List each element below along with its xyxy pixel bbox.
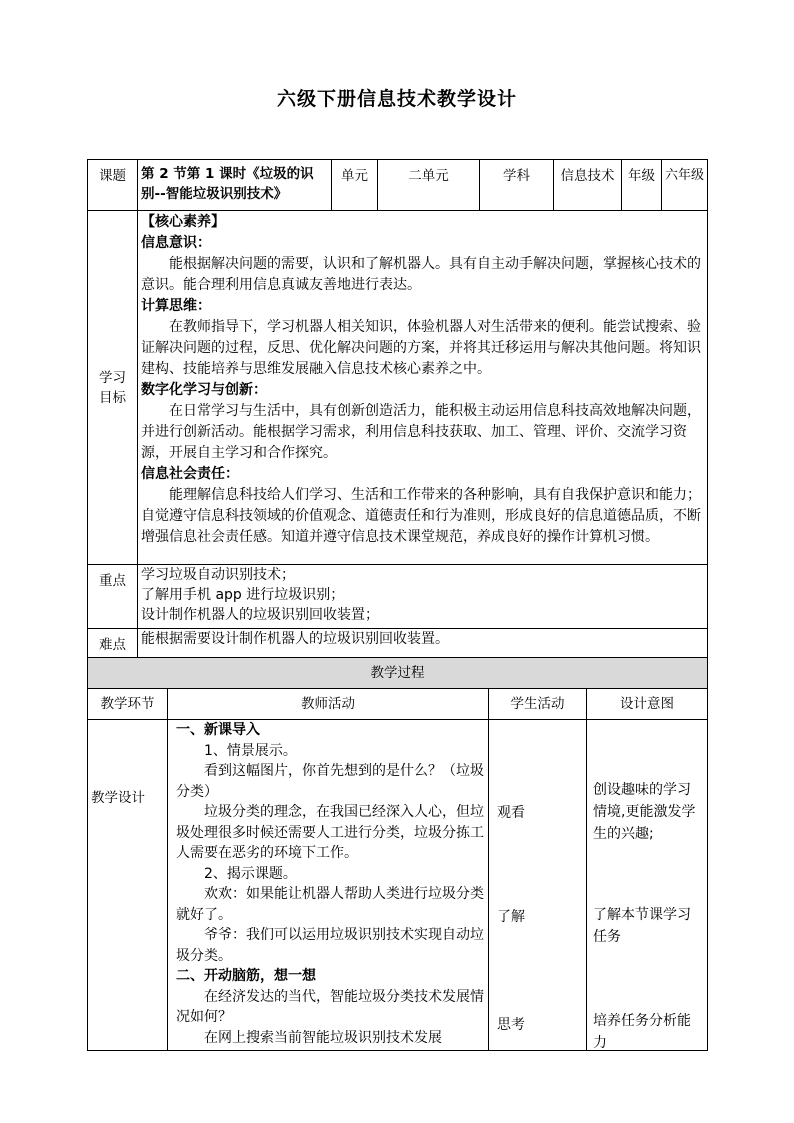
core-literacy-heading: 【核心素养】 <box>141 214 225 230</box>
key-point-line: 设计制作机器人的垃圾识别回收装置； <box>141 607 379 623</box>
goal-section-title: 数字化学习与创新： <box>141 382 267 398</box>
teacher-line: 在网上搜索当前智能垃圾识别技术发展 <box>204 1029 442 1046</box>
student-activity <box>489 720 587 1051</box>
goals-label <box>88 211 138 565</box>
intent-item: 了解本节课学习任务 <box>593 907 691 945</box>
document-title: 六级下册信息技术教学设计 <box>276 88 517 110</box>
teacher-line: 一、新课导入 <box>176 722 260 738</box>
intent-item: 培养任务分析能力 <box>593 1013 691 1051</box>
col-student-header: 学生活动 <box>489 689 587 720</box>
goal-section-body: 在教师指导下，学习机器人相关知识，体验机器人对生活带来的便利。能尝试搜索、验证解决问题的过程，反思、优化解决问题的方案，并将其迁移运用与解决其他问题。将知识建构、技能培养与思维发展融入信息技术核心素养之中。 <box>141 319 701 377</box>
teacher-line: 垃圾分类的理念，在我国已经深入人心，但垃圾处理很多时候还需要人工进行分类，垃圾分拣工人需要在恶劣的环境下工作。 <box>176 804 484 861</box>
goal-section-body: 能理解信息科技给人们学习、生活和工作带来的各种影响，具有自我保护意识和能力；自觉遵守信息科技领域的价值观念、道德责任和行为准则，形成良好的信息道德品质，不断增强信息社会责任感。知道并遵守信息技术课堂规范，养成良好的操作计算机习惯。 <box>141 487 701 545</box>
goals-label-line1: 学习 <box>99 369 126 386</box>
goal-section-body: 在日常学习与生活中，具有创新创造活力，能积极主动运用信息科技高效地解决问题，并进行创新活动。能根据学习需求，利用信息科技获取、加工、管理、评价、交流学习资源，开展自主学习和合作探究。 <box>141 403 701 461</box>
goals-row <box>88 211 708 565</box>
lesson-info-table <box>87 159 708 658</box>
goal-section-title: 信息社会责任： <box>141 466 239 482</box>
difficult-points-row <box>88 629 708 658</box>
key-point-line: 了解用手机 app 进行垃圾识别； <box>141 587 345 603</box>
key-points-label: 重点 <box>88 565 138 629</box>
student-item: 了解 <box>497 909 525 925</box>
grade-value: 六年级 <box>662 160 708 211</box>
intent-item: 创设趣味的学习情境,更能激发学生的兴趣; <box>593 782 696 842</box>
col-stage-header: 教学环节 <box>88 689 168 720</box>
process-header: 教学过程 <box>88 658 708 689</box>
lesson-label: 课题 <box>88 160 138 211</box>
goals-label-line2: 目标 <box>99 389 126 406</box>
stage-label: 教学设计 <box>88 720 168 1051</box>
grade-label: 年级 <box>622 160 662 211</box>
lesson-value: 第 2 节第 1 课时《垃圾的识别--智能垃圾识别技术》 <box>138 160 332 211</box>
difficult-points-label: 难点 <box>88 629 138 658</box>
teacher-line: 在经济发达的当代，智能垃圾分类技术发展情况如何？ <box>176 988 484 1025</box>
process-columns-row <box>88 689 708 720</box>
teacher-activity <box>168 720 489 1051</box>
teacher-line: 看到这幅图片，你首先想到的是什么？（垃圾分类） <box>176 763 484 800</box>
teacher-line: 欢欢：如果能让机器人帮助人类进行垃圾分类就好了。 <box>176 886 484 923</box>
goal-section-body: 能根据解决问题的需要，认识和了解机器人。具有自主动手解决问题，掌握核心技术的意识。能合理利用信息真诚友善地进行表达。 <box>141 256 701 293</box>
design-intent <box>587 720 708 1051</box>
teacher-line: 爷爷：我们可以运用垃圾识别技术实现自动垃圾分类。 <box>176 927 484 964</box>
student-item: 思考 <box>497 1017 525 1033</box>
teacher-line: 2、揭示课题。 <box>204 865 297 882</box>
unit-value: 二单元 <box>378 160 480 211</box>
teacher-line: 1、情景展示。 <box>204 742 297 759</box>
difficult-points-content: 能根据需要设计制作机器人的垃圾识别回收装置。 <box>138 629 708 658</box>
subject-value: 信息技术 <box>554 160 622 211</box>
goal-section-title: 计算思维： <box>141 298 211 314</box>
col-intent-header: 设计意图 <box>587 689 708 720</box>
process-header-row <box>88 658 708 689</box>
goals-content <box>138 211 708 565</box>
student-item: 观看 <box>497 805 525 821</box>
unit-label: 单元 <box>332 160 378 211</box>
subject-label: 学科 <box>480 160 554 211</box>
lesson-info-row <box>88 160 708 211</box>
col-teacher-header: 教师活动 <box>168 689 489 720</box>
process-content-row <box>88 720 708 1051</box>
teacher-line: 二、开动脑筋，想一想 <box>176 968 316 984</box>
goal-section-title: 信息意识： <box>141 235 211 251</box>
teaching-process-table <box>87 657 708 1051</box>
key-points-content <box>138 565 708 629</box>
key-point-line: 学习垃圾自动识别技术； <box>141 567 295 583</box>
key-points-row <box>88 565 708 629</box>
